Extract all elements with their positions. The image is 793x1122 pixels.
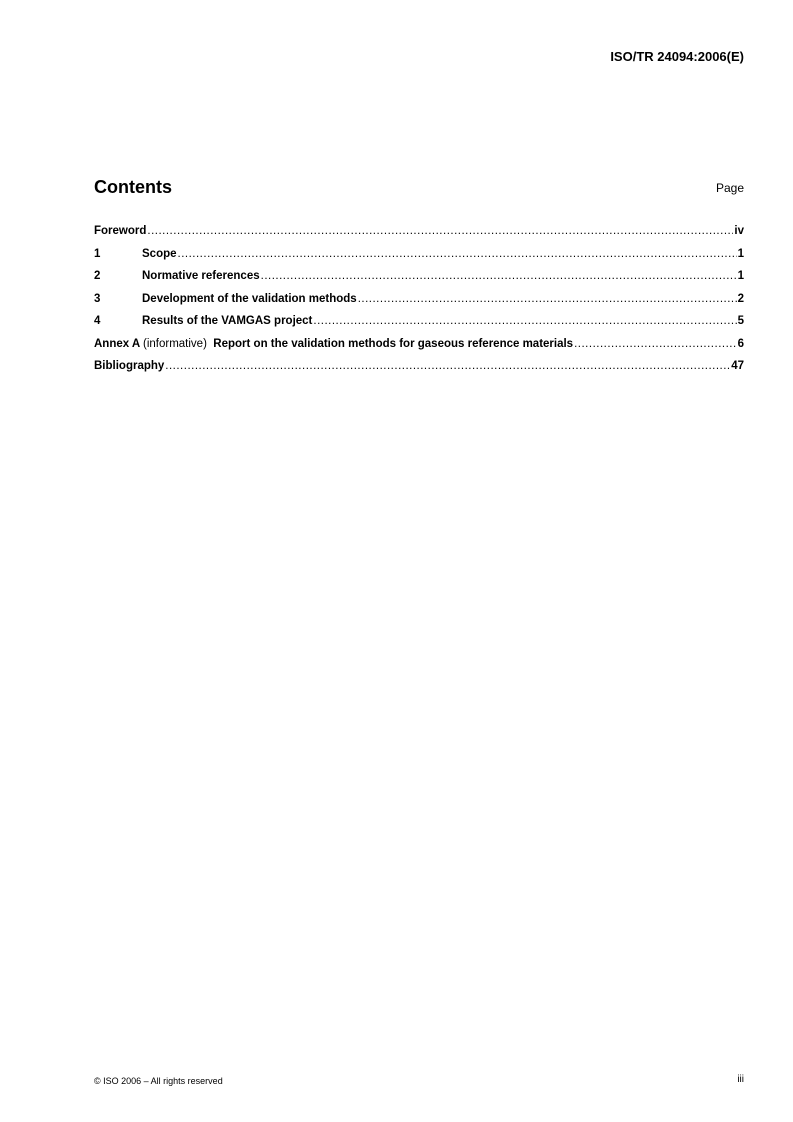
contents-title: Contents	[94, 177, 172, 197]
toc-entry-page: 47	[731, 360, 744, 372]
toc-entry-number: 2	[94, 270, 101, 282]
toc-entry-number: 3	[94, 292, 101, 305]
footer-page-number: iii	[737, 1074, 744, 1085]
annex-type-note: (informative)	[143, 337, 207, 350]
toc-entry-title: Scope	[142, 247, 177, 260]
toc-entry-number: 1	[94, 247, 101, 260]
toc-entry-page: iv	[734, 225, 744, 237]
toc-entry-bibliography[interactable]	[94, 358, 744, 381]
toc-dot-leader	[178, 246, 737, 262]
toc-entry-title: Foreword	[94, 225, 147, 237]
toc-entry-page: 2	[737, 292, 744, 305]
toc-entry-normative-references[interactable]	[94, 268, 744, 291]
toc-entry-title: Normative references	[142, 270, 260, 282]
footer-copyright: © ISO 2006 – All rights reserved	[94, 1076, 223, 1086]
toc-entry-development-of-validation-methods[interactable]	[94, 291, 744, 314]
toc-dot-leader	[358, 291, 737, 307]
toc-entry-title: Development of the validation methods	[142, 292, 357, 305]
toc-entry-page: 1	[737, 247, 744, 260]
toc-entry-page: 1	[737, 270, 744, 282]
toc-entry-page: 6	[737, 337, 744, 350]
toc-dot-leader	[165, 358, 730, 374]
table-of-contents	[94, 223, 744, 381]
annex-title: Report on the validation methods for gaseous reference materials	[213, 337, 574, 350]
toc-dot-leader	[313, 313, 736, 329]
toc-dot-leader	[261, 268, 737, 284]
toc-entry-scope[interactable]	[94, 246, 744, 269]
contents-heading	[94, 176, 744, 198]
annex-label: Annex A	[94, 337, 140, 350]
toc-dot-leader	[574, 336, 737, 352]
toc-entry-page: 5	[737, 315, 744, 327]
toc-entry-annex-a[interactable]	[94, 336, 744, 359]
page-column-label: Page	[715, 181, 744, 195]
toc-entry-number: 4	[94, 315, 101, 327]
toc-entry-title: Results of the VAMGAS project	[142, 315, 313, 327]
toc-entry-title	[94, 336, 573, 352]
toc-entry-foreword[interactable]	[94, 223, 744, 246]
toc-entry-title: Bibliography	[94, 360, 165, 372]
toc-dot-leader	[147, 223, 733, 239]
document-id: ISO/TR 24094:2006(E)	[610, 49, 744, 64]
toc-entry-results-of-vamgas-project[interactable]	[94, 313, 744, 336]
